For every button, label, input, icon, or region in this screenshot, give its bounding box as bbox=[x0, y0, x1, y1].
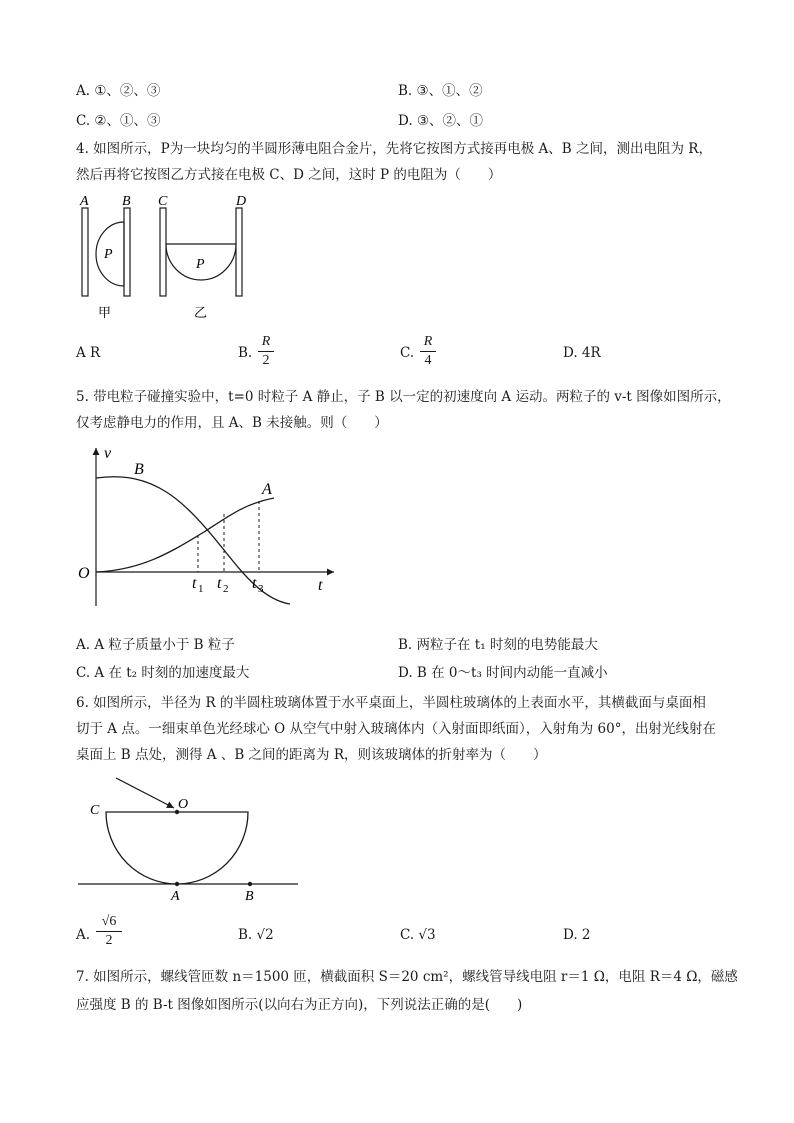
q6-point-a bbox=[175, 882, 179, 886]
q4-option-b-denominator: 2 bbox=[262, 353, 270, 368]
q5-option-c: C. A 在 t₂ 时刻的加速度最大 bbox=[76, 665, 250, 681]
q4-label-p-yi: P bbox=[196, 257, 205, 272]
q6-semicylinder bbox=[106, 812, 248, 884]
q5-tick-t3-sub: 3 bbox=[258, 583, 264, 595]
q6-stem-line2: 切于 A 点。一细束单色光经球心 O 从空气中射入玻璃体内（入射面即纸面），入射角为 60°，出射光线射在 bbox=[76, 721, 716, 737]
q6-label-b: B bbox=[245, 889, 254, 900]
q7-stem-line1: 7. 如图所示，螺线管匝数 n＝1500 匝，横截面积 S＝20 cm²，螺线管导线电阻 r＝1 Ω，电阻 R＝4 Ω，磁感 bbox=[76, 969, 738, 985]
q6-option-b: B. √2 bbox=[238, 927, 274, 943]
q6-label-o: O bbox=[178, 797, 189, 812]
q4-option-a: A R bbox=[76, 345, 101, 361]
q6-stem-line1: 6. 如图所示，半径为 R 的半圆柱玻璃体置于水平桌面上，半圆柱玻璃体的上表面水平，其横截面与桌面相 bbox=[76, 695, 706, 711]
q6-option-a-fraction bbox=[96, 914, 122, 949]
q4-figure-yi bbox=[158, 194, 246, 320]
q4-label-b: B bbox=[122, 194, 131, 209]
q6-option-a-numerator: √6 bbox=[101, 914, 117, 929]
q6-option-c: C. √3 bbox=[400, 927, 436, 943]
q4-option-c-prefix: C. bbox=[400, 345, 415, 361]
q5-label-a: A bbox=[262, 481, 272, 498]
q6-incident-ray bbox=[116, 778, 174, 808]
q4-label-d: D bbox=[236, 194, 247, 209]
q4-option-b-numerator: R bbox=[261, 334, 271, 349]
q7-stem-line2: 应强度 B 的 B-t 图像如图所示(以向右为正方向)，下列说法正确的是( ) bbox=[76, 997, 523, 1013]
q4-option-b-fraction bbox=[258, 334, 274, 369]
q5-tick-t2: t bbox=[217, 575, 222, 592]
q6-stem-line3: 桌面上 B 点处，测得 A 、B 之间的距离为 R，则该玻璃体的折射率为（ ） bbox=[76, 747, 547, 763]
q6-figure bbox=[74, 770, 304, 900]
q3-option-b: B. ③、①、② bbox=[398, 83, 483, 99]
q3-option-a: A. ①、②、③ bbox=[76, 83, 161, 99]
q4-figure bbox=[74, 190, 264, 324]
q4-option-b-prefix: B. bbox=[238, 345, 253, 361]
q5-origin: O bbox=[78, 565, 90, 582]
q6-option-a-denominator: 2 bbox=[105, 933, 113, 948]
q6-label-c: C bbox=[90, 803, 100, 818]
q5-vt-graph bbox=[74, 440, 344, 610]
q4-option-c-fraction bbox=[420, 334, 436, 369]
q4-option-c-denominator: 4 bbox=[424, 353, 432, 368]
q5-tick-t1-sub: 1 bbox=[198, 583, 204, 595]
q6-option-d: D. 2 bbox=[563, 927, 591, 943]
q4-label-p-jia: P bbox=[104, 247, 113, 262]
q5-x-label: t bbox=[318, 577, 323, 594]
q3-option-c: C. ②、①、③ bbox=[76, 113, 161, 129]
q5-option-b: B. 两粒子在 t₁ 时刻的电势能最大 bbox=[398, 637, 598, 653]
q5-tick-t3: t bbox=[252, 575, 257, 592]
q4-caption-yi: 乙 bbox=[194, 305, 208, 320]
q5-stem-line1: 5. 带电粒子碰撞实验中，t=0 时粒子 A 静止，子 B 以一定的初速度向 A 运动。两粒子的 v-t 图像如图所示， bbox=[76, 389, 731, 405]
q6-point-b bbox=[248, 882, 252, 886]
q4-option-c-numerator: R bbox=[423, 334, 433, 349]
q5-option-a: A. A 粒子质量小于 B 粒子 bbox=[76, 637, 235, 653]
q4-figure-jia bbox=[79, 194, 131, 320]
q5-tick-t1: t bbox=[192, 575, 197, 592]
q5-option-d: D. B 在 0～t₃ 时间内动能一直减小 bbox=[398, 665, 608, 681]
q5-label-b: B bbox=[134, 461, 144, 478]
q5-y-label: v bbox=[104, 445, 112, 462]
q5-stem-line2: 仅考虑静电力的作用，且 A、B 未接触。则（ ） bbox=[76, 415, 388, 431]
q4-option-d: D. 4R bbox=[563, 345, 601, 361]
q5-tick-t2-sub: 2 bbox=[223, 583, 229, 595]
q6-label-a: A bbox=[171, 889, 180, 900]
q6-option-a-prefix: A. bbox=[76, 927, 91, 943]
q4-stem-line2: 然后再将它按图乙方式接在电极 C、D 之间，这时 P 的电阻为（ ） bbox=[76, 167, 502, 183]
q4-stem-line1: 4. 如图所示，P为一块均匀的半圆形薄电阻合金片，先将它按图方式接再电极 A、B 之间，测出电阻为 R， bbox=[76, 141, 712, 157]
q4-label-c: C bbox=[158, 194, 168, 209]
q4-label-a: A bbox=[80, 194, 89, 209]
q4-caption-jia: 甲 bbox=[98, 305, 112, 320]
q3-option-d: D. ③、②、① bbox=[398, 113, 484, 129]
q5-curve-a bbox=[96, 498, 274, 572]
